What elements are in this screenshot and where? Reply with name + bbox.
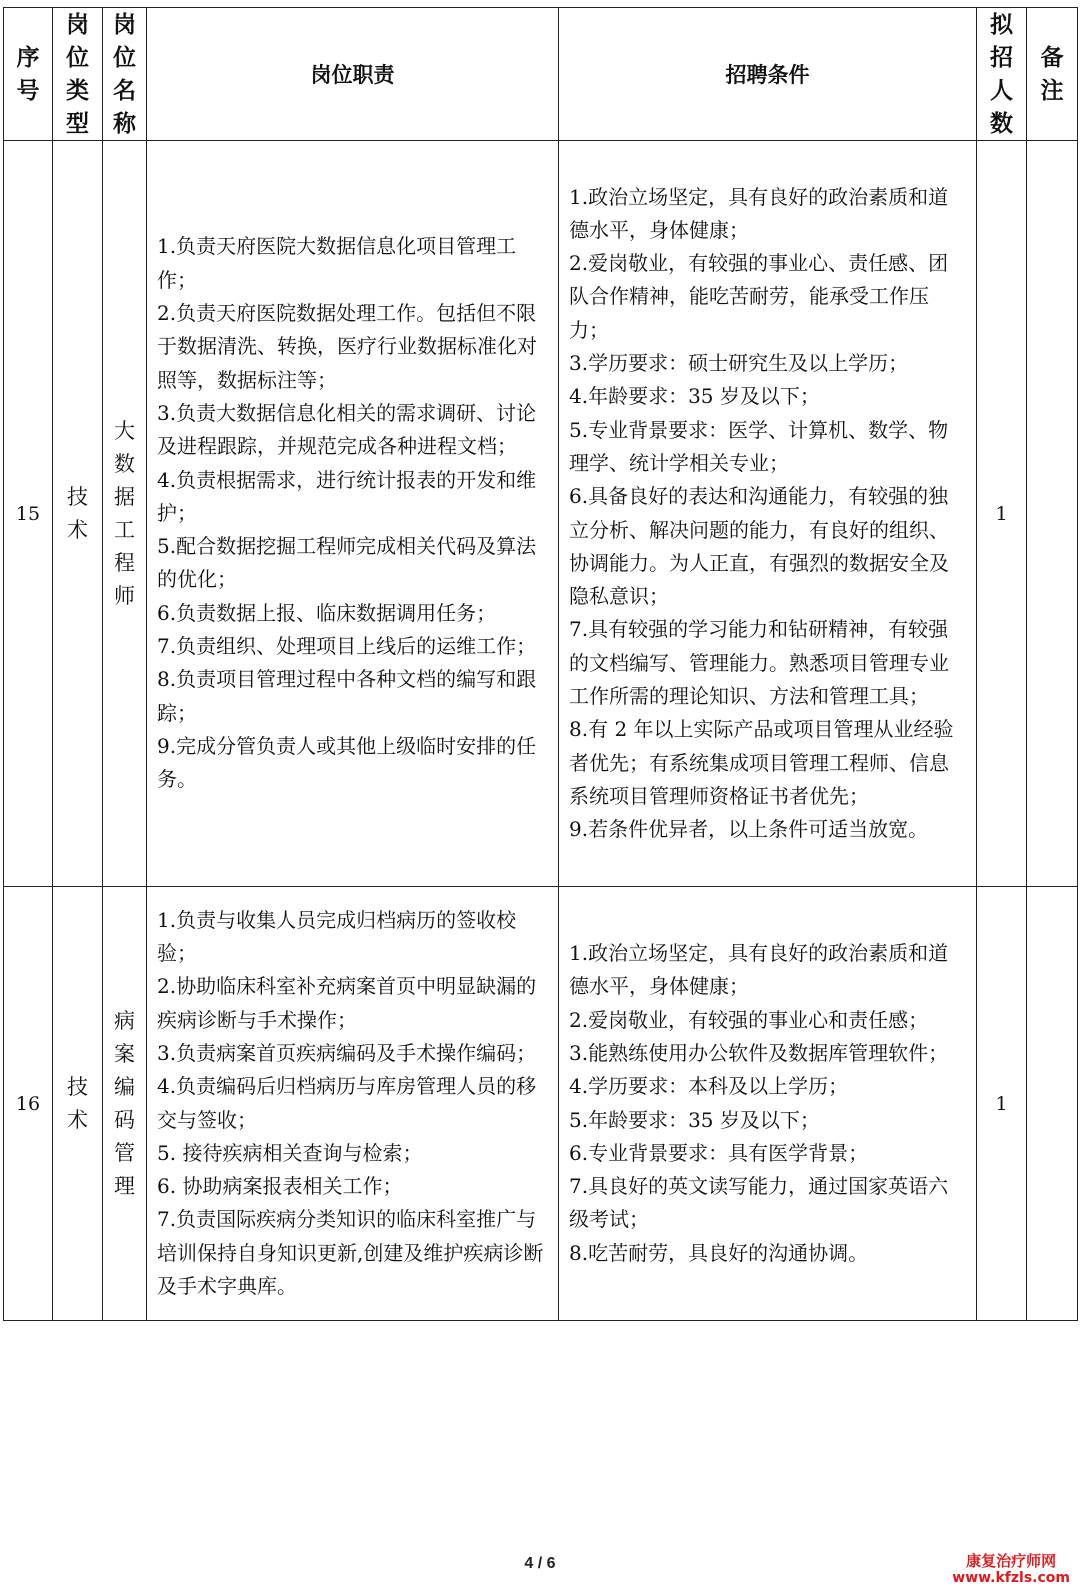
list-item: 3.负责病案首页疾病编码及手术操作编码； <box>157 1040 537 1065</box>
list-item: 7.具有较强的学习能力和钻研精神，有较强的文档编写、管理能力。熟悉项目管理专业工作所需的理论知识、方法和管理工具； <box>569 617 949 708</box>
list-item: 4.年龄要求：35 岁及以下； <box>569 384 820 409</box>
list-item: 5. 接待疾病相关查询与检索； <box>157 1140 423 1165</box>
row-requirements <box>559 141 977 887</box>
row-name <box>103 887 147 1321</box>
row-type <box>53 887 103 1321</box>
list-item: 2.协助临床科室补充病案首页中明显缺漏的疾病诊断与手术操作； <box>157 974 537 1032</box>
list-item: 8.负责项目管理过程中各种文档的编写和跟踪； <box>157 667 537 725</box>
list-item: 9.若条件优异者，以上条件可适当放宽。 <box>569 817 929 842</box>
char: 位 <box>113 44 136 71</box>
recruitment-table <box>3 7 1078 1321</box>
list-item: 4.负责编码后归档病历与库房管理人员的移交与签收； <box>157 1074 537 1132</box>
list-item: 6.负责数据上报、临床数据调用任务； <box>157 600 497 625</box>
char: 数 <box>114 451 135 476</box>
row-count: 1 <box>977 887 1027 1321</box>
char: 注 <box>1040 77 1064 104</box>
table-row <box>4 887 1078 1321</box>
table-row <box>4 141 1078 887</box>
list-item: 3.能熟练使用办公软件及数据库管理软件； <box>569 1040 949 1065</box>
char: 程 <box>114 550 135 575</box>
list-item: 4.负责根据需求，进行统计报表的开发和维护； <box>157 467 537 525</box>
list-item: 6.专业背景要求：具有医学背景； <box>569 1140 869 1165</box>
list-item: 7.负责组织、处理项目上线后的运维工作； <box>157 634 537 659</box>
char: 技 <box>67 1074 88 1099</box>
list-item: 1.负责天府医院大数据信息化项目管理工作； <box>157 234 517 292</box>
char: 数 <box>990 110 1013 137</box>
char: 编 <box>114 1074 135 1099</box>
header-type <box>53 8 103 141</box>
row-remarks <box>1027 141 1078 887</box>
list-item: 8.有 2 年以上实际产品或项目管理从业经验者优先；有系统集成项目管理工程师、信息系统项目管理师资格证书者优先； <box>569 717 954 808</box>
row-seq: 16 <box>4 887 53 1321</box>
list-item: 2.负责天府医院数据处理工作。包括但不限于数据清洗、转换，医疗行业数据标准化对照等，数据标注等； <box>157 301 537 392</box>
header-remarks <box>1027 8 1078 141</box>
list-item: 3.负责大数据信息化相关的需求调研、讨论及进程跟踪，并规范完成各种进程文档； <box>157 400 537 459</box>
list-item: 1.政治立场坚定，具有良好的政治素质和道德水平，身体健康； <box>569 184 949 242</box>
char: 型 <box>66 110 89 137</box>
header-requirements: 招聘条件 <box>559 8 977 141</box>
list-item: 2.爱岗敬业，有较强的事业心和责任感； <box>569 1007 929 1032</box>
char: 技 <box>67 484 88 509</box>
list-item: 7.具良好的英文读写能力，通过国家英语六级考试； <box>569 1174 949 1232</box>
list-item: 1.政治立场坚定，具有良好的政治素质和道德水平，身体健康； <box>569 941 949 999</box>
watermark-url: www.kfzls.com <box>952 1570 1070 1586</box>
row-requirements <box>559 887 977 1321</box>
char: 管 <box>114 1140 135 1165</box>
row-remarks <box>1027 887 1078 1321</box>
char: 位 <box>66 44 89 71</box>
char: 备 <box>1040 44 1064 71</box>
header-count <box>977 8 1027 141</box>
char: 理 <box>114 1173 135 1198</box>
char: 岗 <box>113 11 136 38</box>
list-item: 2.爱岗敬业，有较强的事业心、责任感、团队合作精神，能吃苦耐劳，能承受工作压力； <box>569 251 949 342</box>
row-name <box>103 141 147 887</box>
row-type <box>53 141 103 887</box>
watermark-name: 康复治疗师网 <box>966 1552 1057 1570</box>
char: 名 <box>113 77 136 104</box>
char: 序 <box>16 44 40 71</box>
list-item: 6. 协助病案报表相关工作； <box>157 1174 403 1199</box>
header-name <box>103 8 147 141</box>
header-duties: 岗位职责 <box>147 8 559 141</box>
char: 称 <box>113 110 136 137</box>
list-item: 6.具备良好的表达和沟通能力，有较强的独立分析、解决问题的能力，有良好的组织、协调能力。为人正直，有强烈的数据安全及隐私意识； <box>569 484 949 609</box>
list-item: 5.配合数据挖掘工程师完成相关代码及算法的优化； <box>157 534 537 592</box>
header-seq <box>4 8 53 141</box>
char: 病 <box>114 1008 135 1033</box>
page-number: 4 / 6 <box>524 1555 556 1572</box>
row-seq: 15 <box>4 141 53 887</box>
list-item: 3.学历要求：硕士研究生及以上学历； <box>569 351 909 376</box>
list-item: 4.学历要求：本科及以上学历； <box>569 1074 849 1099</box>
table-header-row <box>4 8 1078 141</box>
list-item: 5.专业背景要求：医学、计算机、数学、物理学、统计学相关专业； <box>569 417 949 475</box>
char: 拟 <box>990 11 1013 38</box>
char: 大 <box>114 418 135 443</box>
list-item: 1.负责与收集人员完成归档病历的签收校验； <box>157 907 517 966</box>
row-duties <box>147 887 559 1321</box>
char: 人 <box>990 77 1013 104</box>
char: 号 <box>16 77 40 104</box>
char: 案 <box>114 1041 135 1066</box>
list-item: 7.负责国际疾病分类知识的临床科室推广与培训保持自身知识更新,创建及维护疾病诊断及手术字典库。 <box>157 1207 544 1298</box>
row-duties <box>147 141 559 887</box>
char: 招 <box>990 44 1013 71</box>
char: 师 <box>114 583 135 608</box>
char: 术 <box>67 1107 88 1132</box>
char: 术 <box>67 517 88 542</box>
char: 据 <box>114 484 135 509</box>
char: 工 <box>114 517 135 542</box>
list-item: 5.年龄要求：35 岁及以下； <box>569 1107 820 1132</box>
char: 类 <box>66 77 89 104</box>
char: 岗 <box>66 11 89 38</box>
site-watermark <box>952 1553 1070 1587</box>
char: 码 <box>114 1107 135 1132</box>
list-item: 9.完成分管负责人或其他上级临时安排的任务。 <box>157 733 537 792</box>
list-item: 8.吃苦耐劳，具良好的沟通协调。 <box>569 1240 869 1265</box>
row-count: 1 <box>977 141 1027 887</box>
